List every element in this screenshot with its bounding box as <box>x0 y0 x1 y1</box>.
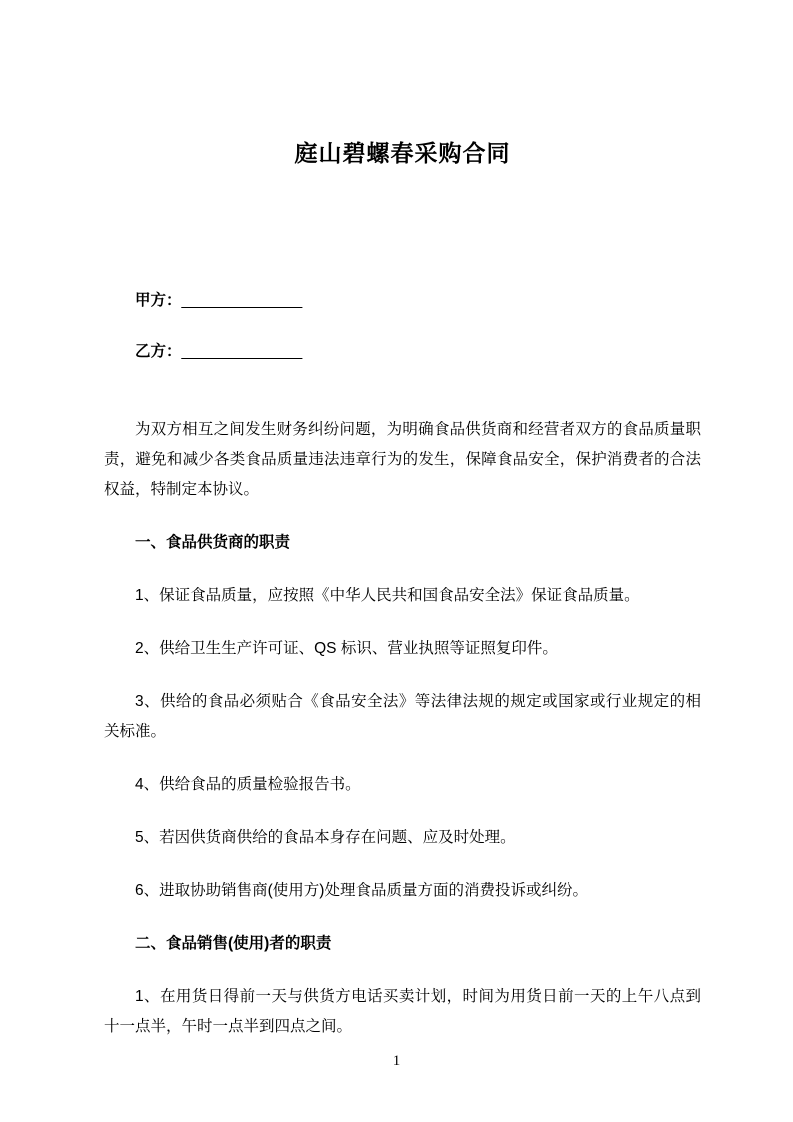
party-b-label: 乙方： <box>135 343 182 360</box>
party-a-label: 甲方： <box>135 292 182 309</box>
clause-2-1: 1、在用货日得前一天与供货方电话买卖计划，时间为用货日前一天的上午八点到十一点半，午时一点半到四点之间。 <box>104 988 701 1035</box>
section-2-heading: 二、食品销售(使用)者的职责 <box>135 935 332 952</box>
clause-1-1: 1、保证食品质量，应按照《中华人民共和国食品安全法》保证食品质量。 <box>135 587 640 604</box>
party-b-line <box>135 337 701 367</box>
document-title: 庭山碧螺春采购合同 <box>294 140 511 166</box>
clause-1-2: 2、供给卫生生产许可证、QS 标识、营业执照等证照复印件。 <box>135 640 558 657</box>
clause-1-3: 3、供给的食品必须贴合《食品安全法》等法律法规的规定或国家或行业规定的相关标准。 <box>104 693 701 740</box>
page-number: 1 <box>392 1053 401 1069</box>
party-a-line <box>135 286 701 316</box>
intro-paragraph: 为双方相互之间发生财务纠纷问题，为明确食品供货商和经营者双方的食品质量职责，避免和减少各类食品质量违法违章行为的发生，保障食品安全，保护消费者的合法权益，特制定本协议。 <box>104 421 701 498</box>
clause-1-6: 6、进取协助销售商(使用方)处理食品质量方面的消费投诉或纠纷。 <box>135 882 588 899</box>
clause-1-5: 5、若因供货商供给的食品本身存在问题、应及时处理。 <box>135 829 516 846</box>
document-body <box>104 415 701 1042</box>
party-a-blank: ______________ <box>181 292 303 309</box>
spacer <box>104 388 701 392</box>
section-1-heading: 一、食品供货商的职责 <box>135 534 291 551</box>
clause-1-4: 4、供给食品的质量检验报告书。 <box>135 776 361 793</box>
party-b-blank: ______________ <box>181 343 303 360</box>
